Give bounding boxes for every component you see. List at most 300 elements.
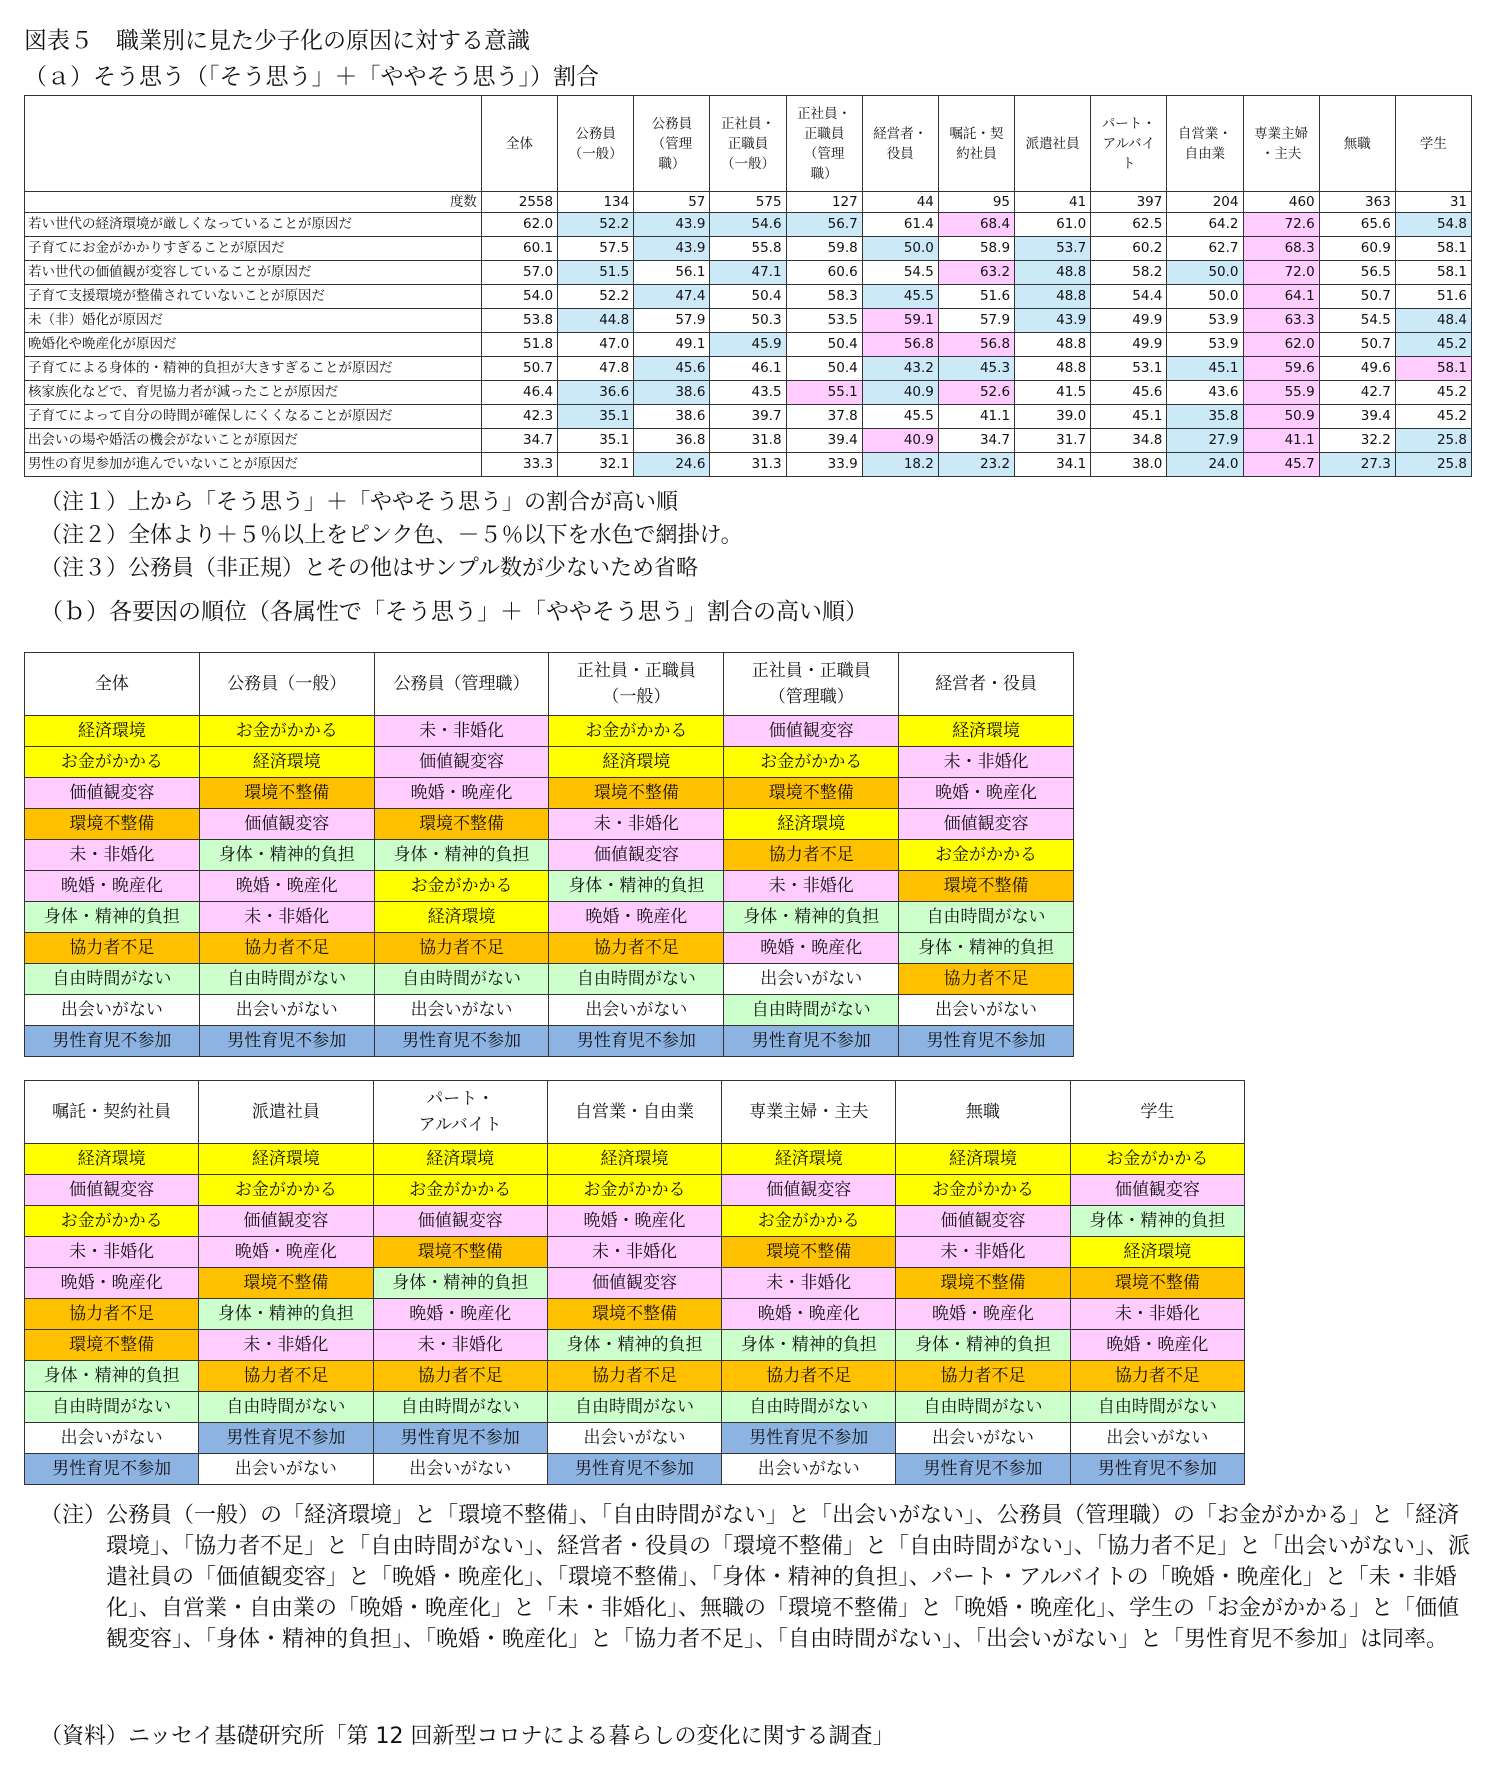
rank-column-header: 公務員（一般） <box>199 653 374 716</box>
rank-cell: 身体・精神的負担 <box>199 840 374 871</box>
value-cell: 49.1 <box>634 333 710 357</box>
row-label: 子育て支援環境が整備されていないことが原因だ <box>25 285 482 309</box>
value-cell: 62.0 <box>1243 333 1319 357</box>
value-cell: 32.1 <box>558 453 634 477</box>
value-cell: 47.1 <box>710 261 786 285</box>
value-cell: 39.4 <box>1319 405 1395 429</box>
value-cell: 41.5 <box>1015 381 1091 405</box>
rank-cell: 環境不整備 <box>896 1268 1070 1299</box>
rank-cell: 経済環境 <box>374 902 549 933</box>
value-cell: 45.3 <box>938 357 1014 381</box>
row-label: 子育てによる身体的・精神的負担が大きすぎることが原因だ <box>25 357 482 381</box>
rank-row <box>25 1299 1245 1330</box>
rank-cell: 男性育児不参加 <box>899 1026 1074 1057</box>
table-row <box>25 285 1472 309</box>
rank-cell: 環境不整備 <box>724 778 899 809</box>
rank-cell: 価値観変容 <box>722 1175 896 1206</box>
rank-cell: 価値観変容 <box>25 778 200 809</box>
rank-row <box>25 1144 1245 1175</box>
value-cell: 45.7 <box>1243 453 1319 477</box>
value-cell: 48.8 <box>1015 261 1091 285</box>
rank-cell: 男性育児不参加 <box>722 1423 896 1454</box>
rank-cell: 自由時間がない <box>374 964 549 995</box>
rank-cell: 未・非婚化 <box>199 1330 373 1361</box>
rank-column-header: 正社員・正職員 （管理職） <box>724 653 899 716</box>
rank-cell: お金がかかる <box>25 1206 199 1237</box>
value-cell: 35.8 <box>1167 405 1243 429</box>
value-cell: 31.8 <box>710 429 786 453</box>
value-cell: 47.4 <box>634 285 710 309</box>
value-cell: 53.9 <box>1167 309 1243 333</box>
value-cell: 53.8 <box>481 309 557 333</box>
rank-cell: 環境不整備 <box>373 1237 547 1268</box>
rank-cell: 未・非婚化 <box>899 747 1074 778</box>
value-cell: 50.3 <box>710 309 786 333</box>
value-cell: 52.6 <box>938 381 1014 405</box>
rank-cell: 価値観変容 <box>1070 1175 1244 1206</box>
value-cell: 43.9 <box>634 237 710 261</box>
value-cell: 50.7 <box>1319 333 1395 357</box>
rank-cell: 身体・精神的負担 <box>25 1361 199 1392</box>
rank-cell: 自由時間がない <box>25 1392 199 1423</box>
value-cell: 52.2 <box>558 213 634 237</box>
rank-row <box>25 933 1074 964</box>
value-cell: 50.4 <box>786 357 862 381</box>
rank-cell: 自由時間がない <box>549 964 724 995</box>
rank-row <box>25 809 1074 840</box>
rank-cell: 自由時間がない <box>722 1392 896 1423</box>
corner-cell <box>25 96 482 192</box>
rank-column-header: 専業主婦・主夫 <box>722 1081 896 1144</box>
value-cell: 45.9 <box>710 333 786 357</box>
value-cell: 25.8 <box>1395 453 1471 477</box>
rank-cell: 身体・精神的負担 <box>199 1299 373 1330</box>
rank-cell: 未・非婚化 <box>25 1237 199 1268</box>
rank-cell: 晩婚・晩産化 <box>25 1268 199 1299</box>
value-cell: 41.1 <box>1243 429 1319 453</box>
rank-cell: 晩婚・晩産化 <box>199 871 374 902</box>
rank-cell: 未・非婚化 <box>547 1237 721 1268</box>
column-header: 学生 <box>1395 96 1471 192</box>
value-cell: 38.0 <box>1091 453 1167 477</box>
row-label: 子育てによって自分の時間が確保しにくくなることが原因だ <box>25 405 482 429</box>
rank-cell: 環境不整備 <box>25 809 200 840</box>
value-cell: 62.0 <box>481 213 557 237</box>
column-header: 公務員 （管理 職） <box>634 96 710 192</box>
rank-cell: 未・非婚化 <box>1070 1299 1244 1330</box>
value-cell: 64.2 <box>1167 213 1243 237</box>
value-cell: 42.7 <box>1319 381 1395 405</box>
value-cell: 33.9 <box>786 453 862 477</box>
value-cell: 27.3 <box>1319 453 1395 477</box>
row-label: 晩婚化や晩産化が原因だ <box>25 333 482 357</box>
value-cell: 50.0 <box>862 237 938 261</box>
count-cell: 44 <box>862 192 938 213</box>
rank-cell: 晩婚・晩産化 <box>899 778 1074 809</box>
value-cell: 53.1 <box>1091 357 1167 381</box>
rank-cell: 経済環境 <box>199 1144 373 1175</box>
value-cell: 41.1 <box>938 405 1014 429</box>
rank-cell: 晩婚・晩産化 <box>547 1206 721 1237</box>
value-cell: 49.9 <box>1091 309 1167 333</box>
rank-cell: お金がかかる <box>724 747 899 778</box>
count-label: 度数 <box>25 192 482 213</box>
count-cell: 397 <box>1091 192 1167 213</box>
row-label: 子育てにお金がかかりすぎることが原因だ <box>25 237 482 261</box>
value-cell: 54.5 <box>1319 309 1395 333</box>
value-cell: 35.1 <box>558 405 634 429</box>
value-cell: 24.6 <box>634 453 710 477</box>
rank-cell: 自由時間がない <box>25 964 200 995</box>
value-cell: 36.8 <box>634 429 710 453</box>
value-cell: 48.4 <box>1395 309 1471 333</box>
column-header: 嘱託・契 約社員 <box>938 96 1014 192</box>
count-row <box>25 192 1472 213</box>
rank-cell: 環境不整備 <box>374 809 549 840</box>
footnote-text: 公務員（一般）の「経済環境」と「環境不整備」、「自由時間がない」と「出会いがない」、公務員（管理職）の「お金がかかる」と「経済環境」、「協力者不足」と「自由時間がない」、経営者・役員の「環境不整備」と「自由時間がない」、「協力者不足」と「出会いがない」、派遣社員の「価値観変容」と「晩婚・晩産化」、「環境不整備」、「身体・精神的負担」、パート・アルバイトの「晩婚・晩産化」と「未・非婚化」、自営業・自由業の「晩婚・晩産化」と「未・非婚化」、無職の「環境不整備」と「晩婚・晩産化」、学生の「お金がかかる」と「価値観変容」、「身体・精神的負担」、「晩婚・晩産化」と「協力者不足」、「自由時間がない」、「出会いがない」と「男性育児不参加」は同率。 <box>106 1503 1471 1652</box>
section-b-title: （ｂ）各要因の順位（各属性で「そう思う」＋「ややそう思う」割合の高い順） <box>40 599 868 625</box>
rank-cell: 出会いがない <box>374 995 549 1026</box>
value-cell: 45.6 <box>1091 381 1167 405</box>
agreement-rate-table <box>24 95 1472 477</box>
value-cell: 23.2 <box>938 453 1014 477</box>
value-cell: 56.5 <box>1319 261 1395 285</box>
value-cell: 54.6 <box>710 213 786 237</box>
rank-cell: 協力者不足 <box>896 1361 1070 1392</box>
rank-cell: 経済環境 <box>549 747 724 778</box>
value-cell: 27.9 <box>1167 429 1243 453</box>
rank-row <box>25 1454 1245 1485</box>
value-cell: 46.4 <box>481 381 557 405</box>
rank-cell: 身体・精神的負担 <box>373 1268 547 1299</box>
rank-cell: お金がかかる <box>722 1206 896 1237</box>
table-row <box>25 429 1472 453</box>
rank-cell: お金がかかる <box>549 716 724 747</box>
rank-cell: 出会いがない <box>25 995 200 1026</box>
rank-header-row <box>25 653 1074 716</box>
table-row <box>25 237 1472 261</box>
count-cell: 31 <box>1395 192 1471 213</box>
value-cell: 56.7 <box>786 213 862 237</box>
value-cell: 45.1 <box>1091 405 1167 429</box>
rank-cell: お金がかかる <box>199 716 374 747</box>
rank-table-1 <box>24 652 1074 1057</box>
column-header: 公務員 （一般） <box>558 96 634 192</box>
rank-cell: 身体・精神的負担 <box>1070 1206 1244 1237</box>
value-cell: 50.7 <box>1319 285 1395 309</box>
value-cell: 42.3 <box>481 405 557 429</box>
value-cell: 48.8 <box>1015 357 1091 381</box>
value-cell: 50.4 <box>710 285 786 309</box>
rank-cell: 自由時間がない <box>373 1392 547 1423</box>
value-cell: 45.1 <box>1167 357 1243 381</box>
table-row <box>25 453 1472 477</box>
rank-cell: 経済環境 <box>896 1144 1070 1175</box>
count-cell: 57 <box>634 192 710 213</box>
rank-row <box>25 840 1074 871</box>
value-cell: 45.5 <box>862 405 938 429</box>
rank-cell: 環境不整備 <box>25 1330 199 1361</box>
rank-row <box>25 1175 1245 1206</box>
rank-cell: 未・非婚化 <box>722 1268 896 1299</box>
value-cell: 60.9 <box>1319 237 1395 261</box>
table-row <box>25 357 1472 381</box>
value-cell: 62.5 <box>1091 213 1167 237</box>
rank-row <box>25 1423 1245 1454</box>
value-cell: 56.8 <box>938 333 1014 357</box>
value-cell: 44.8 <box>558 309 634 333</box>
rank-cell: 経済環境 <box>199 747 374 778</box>
value-cell: 49.6 <box>1319 357 1395 381</box>
value-cell: 59.6 <box>1243 357 1319 381</box>
value-cell: 43.5 <box>710 381 786 405</box>
rank-cell: 自由時間がない <box>547 1392 721 1423</box>
value-cell: 59.1 <box>862 309 938 333</box>
rank-cell: 環境不整備 <box>547 1299 721 1330</box>
rank-column-header: 無職 <box>896 1081 1070 1144</box>
rank-column-header: 経営者・役員 <box>899 653 1074 716</box>
rank-cell: 身体・精神的負担 <box>896 1330 1070 1361</box>
rank-cell: 価値観変容 <box>724 716 899 747</box>
value-cell: 43.9 <box>634 213 710 237</box>
rank-cell: 環境不整備 <box>199 1268 373 1299</box>
value-cell: 51.6 <box>1395 285 1471 309</box>
rank-cell: 環境不整備 <box>199 778 374 809</box>
table-row <box>25 309 1472 333</box>
source-credit: （資料）ニッセイ基礎研究所「第 12 回新型コロナによる暮らしの変化に関する調査」 <box>40 1724 895 1749</box>
rank-cell: 自由時間がない <box>199 1392 373 1423</box>
value-cell: 57.5 <box>558 237 634 261</box>
value-cell: 51.5 <box>558 261 634 285</box>
row-label: 男性の育児参加が進んでいないことが原因だ <box>25 453 482 477</box>
value-cell: 52.2 <box>558 285 634 309</box>
value-cell: 51.6 <box>938 285 1014 309</box>
count-cell: 575 <box>710 192 786 213</box>
rank-row <box>25 964 1074 995</box>
rank-cell: 協力者不足 <box>547 1361 721 1392</box>
rank-column-header: 全体 <box>25 653 200 716</box>
rank-cell: 環境不整備 <box>1070 1268 1244 1299</box>
value-cell: 47.0 <box>558 333 634 357</box>
rank-cell: 協力者不足 <box>199 933 374 964</box>
rank-cell: 自由時間がない <box>899 902 1074 933</box>
table-row <box>25 261 1472 285</box>
table-row <box>25 333 1472 357</box>
rank-cell: 価値観変容 <box>549 840 724 871</box>
count-cell: 134 <box>558 192 634 213</box>
rank-table-2 <box>24 1080 1245 1485</box>
rank-cell: 晩婚・晩産化 <box>25 871 200 902</box>
value-cell: 57.0 <box>481 261 557 285</box>
column-header: 正社員・ 正職員 （一般） <box>710 96 786 192</box>
column-header: 専業主婦 ・主夫 <box>1243 96 1319 192</box>
rank-cell: お金がかかる <box>199 1175 373 1206</box>
rank-cell: お金がかかる <box>373 1175 547 1206</box>
rank-row <box>25 902 1074 933</box>
value-cell: 56.8 <box>862 333 938 357</box>
rank-cell: 環境不整備 <box>549 778 724 809</box>
rank-cell: 身体・精神的負担 <box>722 1330 896 1361</box>
rank-cell: 協力者不足 <box>724 840 899 871</box>
value-cell: 36.6 <box>558 381 634 405</box>
row-label: 未（非）婚化が原因だ <box>25 309 482 333</box>
rank-cell: 晩婚・晩産化 <box>722 1299 896 1330</box>
rank-cell: 自由時間がない <box>199 964 374 995</box>
note-3: （注３）公務員（非正規）とその他はサンプル数が少ないため省略 <box>40 556 699 581</box>
value-cell: 40.9 <box>862 381 938 405</box>
value-cell: 68.3 <box>1243 237 1319 261</box>
value-cell: 51.8 <box>481 333 557 357</box>
rank-cell: 男性育児不参加 <box>549 1026 724 1057</box>
footnote-label: （注） <box>40 1503 107 1528</box>
value-cell: 45.2 <box>1395 333 1471 357</box>
table-header-row <box>25 96 1472 192</box>
column-header: 正社員・ 正職員 （管理 職） <box>786 96 862 192</box>
count-cell: 363 <box>1319 192 1395 213</box>
rank-cell: 男性育児不参加 <box>373 1423 547 1454</box>
rank-cell: 経済環境 <box>724 809 899 840</box>
rank-cell: 晩婚・晩産化 <box>549 902 724 933</box>
value-cell: 33.3 <box>481 453 557 477</box>
rank-cell: 協力者不足 <box>722 1361 896 1392</box>
column-header: 自営業・ 自由業 <box>1167 96 1243 192</box>
table-row <box>25 381 1472 405</box>
value-cell: 57.9 <box>938 309 1014 333</box>
value-cell: 37.8 <box>786 405 862 429</box>
rank-cell: 未・非婚化 <box>896 1237 1070 1268</box>
rank-cell: 出会いがない <box>199 995 374 1026</box>
rank-cell: 協力者不足 <box>374 933 549 964</box>
rank-cell: 晩婚・晩産化 <box>724 933 899 964</box>
rank-cell: お金がかかる <box>25 747 200 778</box>
rank-cell: 男性育児不参加 <box>1070 1454 1244 1485</box>
value-cell: 63.2 <box>938 261 1014 285</box>
row-label: 若い世代の経済環境が厳しくなっていることが原因だ <box>25 213 482 237</box>
column-header: 全体 <box>481 96 557 192</box>
rank-cell: 男性育児不参加 <box>25 1454 199 1485</box>
rank-cell: お金がかかる <box>896 1175 1070 1206</box>
rank-column-header: パート・ アルバイト <box>373 1081 547 1144</box>
value-cell: 64.1 <box>1243 285 1319 309</box>
rank-cell: 協力者不足 <box>1070 1361 1244 1392</box>
value-cell: 43.6 <box>1167 381 1243 405</box>
value-cell: 65.6 <box>1319 213 1395 237</box>
count-cell: 41 <box>1015 192 1091 213</box>
rank-cell: 男性育児不参加 <box>199 1026 374 1057</box>
value-cell: 54.5 <box>862 261 938 285</box>
rank-cell: 出会いがない <box>722 1454 896 1485</box>
rank-cell: 男性育児不参加 <box>25 1026 200 1057</box>
rank-cell: お金がかかる <box>547 1175 721 1206</box>
rank-cell: 協力者不足 <box>549 933 724 964</box>
rank-cell: 晩婚・晩産化 <box>373 1299 547 1330</box>
value-cell: 58.1 <box>1395 357 1471 381</box>
count-cell: 127 <box>786 192 862 213</box>
rank-row <box>25 747 1074 778</box>
rank-cell: 出会いがない <box>373 1454 547 1485</box>
row-label: 核家族化などで、育児協力者が減ったことが原因だ <box>25 381 482 405</box>
value-cell: 59.8 <box>786 237 862 261</box>
rank-cell: 出会いがない <box>1070 1423 1244 1454</box>
rank-cell: 経済環境 <box>25 716 200 747</box>
count-cell: 460 <box>1243 192 1319 213</box>
rank-cell: 出会いがない <box>549 995 724 1026</box>
footnote <box>40 1500 1480 1655</box>
value-cell: 58.2 <box>1091 261 1167 285</box>
rank-cell: 身体・精神的負担 <box>724 902 899 933</box>
value-cell: 50.4 <box>786 333 862 357</box>
rank-row <box>25 995 1074 1026</box>
table-row <box>25 405 1472 429</box>
rank-cell: 晩婚・晩産化 <box>199 1237 373 1268</box>
value-cell: 24.0 <box>1167 453 1243 477</box>
value-cell: 62.7 <box>1167 237 1243 261</box>
rank-cell: 出会いがない <box>896 1423 1070 1454</box>
value-cell: 45.2 <box>1395 381 1471 405</box>
rank-cell: 身体・精神的負担 <box>549 871 724 902</box>
rank-cell: 価値観変容 <box>374 747 549 778</box>
value-cell: 47.8 <box>558 357 634 381</box>
value-cell: 72.0 <box>1243 261 1319 285</box>
value-cell: 61.4 <box>862 213 938 237</box>
value-cell: 53.7 <box>1015 237 1091 261</box>
value-cell: 39.4 <box>786 429 862 453</box>
value-cell: 45.2 <box>1395 405 1471 429</box>
value-cell: 72.6 <box>1243 213 1319 237</box>
rank-cell: 価値観変容 <box>373 1206 547 1237</box>
value-cell: 45.6 <box>634 357 710 381</box>
value-cell: 43.9 <box>1015 309 1091 333</box>
rank-row <box>25 1361 1245 1392</box>
rank-cell: お金がかかる <box>899 840 1074 871</box>
rank-cell: 自由時間がない <box>724 995 899 1026</box>
rank-cell: 自由時間がない <box>896 1392 1070 1423</box>
column-header: 無職 <box>1319 96 1395 192</box>
rank-cell: 身体・精神的負担 <box>547 1330 721 1361</box>
column-header: 経営者・ 役員 <box>862 96 938 192</box>
value-cell: 38.6 <box>634 381 710 405</box>
value-cell: 43.2 <box>862 357 938 381</box>
rank-cell: 経済環境 <box>373 1144 547 1175</box>
rank-column-header: 正社員・正職員 （一般） <box>549 653 724 716</box>
rank-cell: 未・非婚化 <box>199 902 374 933</box>
rank-cell: 出会いがない <box>199 1454 373 1485</box>
rank-cell: 自由時間がない <box>1070 1392 1244 1423</box>
rank-row <box>25 871 1074 902</box>
value-cell: 60.2 <box>1091 237 1167 261</box>
rank-cell: 身体・精神的負担 <box>25 902 200 933</box>
value-cell: 34.7 <box>481 429 557 453</box>
value-cell: 60.6 <box>786 261 862 285</box>
value-cell: 54.8 <box>1395 213 1471 237</box>
value-cell: 58.1 <box>1395 237 1471 261</box>
value-cell: 38.6 <box>634 405 710 429</box>
value-cell: 48.8 <box>1015 333 1091 357</box>
column-header: パート・ アルバイ ト <box>1091 96 1167 192</box>
rank-cell: 未・非婚化 <box>374 716 549 747</box>
rank-cell: 経済環境 <box>899 716 1074 747</box>
section-a-title: （ａ）そう思う（「そう思う」＋「ややそう思う」）割合 <box>24 64 599 90</box>
value-cell: 45.5 <box>862 285 938 309</box>
value-cell: 56.1 <box>634 261 710 285</box>
rank-row <box>25 1206 1245 1237</box>
value-cell: 61.0 <box>1015 213 1091 237</box>
table-row <box>25 213 1472 237</box>
rank-cell: 経済環境 <box>547 1144 721 1175</box>
value-cell: 32.2 <box>1319 429 1395 453</box>
value-cell: 60.1 <box>481 237 557 261</box>
rank-cell: 出会いがない <box>547 1423 721 1454</box>
